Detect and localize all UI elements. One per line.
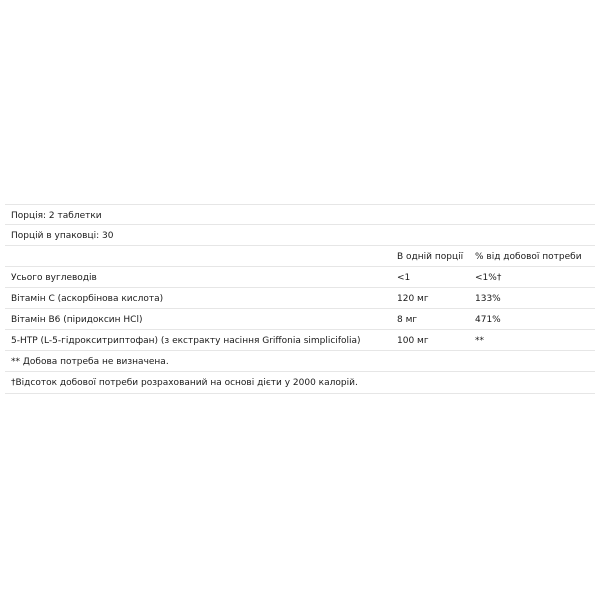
supplement-facts-table <box>5 204 595 394</box>
nutrient-name: Усього вуглеводів <box>11 273 97 283</box>
nutrient-amount: 120 мг <box>397 294 429 304</box>
nutrient-amount: 100 мг <box>397 336 429 346</box>
column-header-row <box>5 246 595 267</box>
serving-size-row <box>5 204 595 225</box>
nutrient-name: Вітамін С (аскорбінова кислота) <box>11 294 164 304</box>
nutrient-row <box>5 330 595 351</box>
nutrient-row <box>5 267 595 288</box>
nutrient-dv: ** <box>475 336 484 346</box>
nutrient-dv: 133% <box>475 294 501 304</box>
nutrient-amount: 8 мг <box>397 315 418 325</box>
servings-per-container-row <box>5 225 595 246</box>
nutrient-name: 5-HTP (L-5-гідрокситриптофан) (з екстракту насіння Griffonia simplicifolia) <box>11 336 361 346</box>
nutrient-row <box>5 288 595 309</box>
serving-size: Порція: 2 таблетки <box>11 211 102 221</box>
amount-column-header: В одній порції <box>397 252 464 262</box>
nutrient-name: Вітамін В6 (піридоксин HCl) <box>11 315 143 325</box>
nutrient-dv: <1%† <box>475 273 502 283</box>
nutrient-amount: <1 <box>397 273 411 283</box>
servings-per-container: Порцій в упаковці: 30 <box>11 231 114 241</box>
footnote-row <box>5 351 595 372</box>
nutrient-dv: 471% <box>475 315 501 325</box>
footnote-dv-basis: †Відсоток добової потреби розрахований на основі дієти у 2000 калорій. <box>11 378 358 388</box>
nutrient-row <box>5 309 595 330</box>
footnote-row <box>5 372 595 394</box>
dv-column-header: % від добової потреби <box>475 252 582 262</box>
footnote-no-dv: ** Добова потреба не визначена. <box>11 357 169 367</box>
